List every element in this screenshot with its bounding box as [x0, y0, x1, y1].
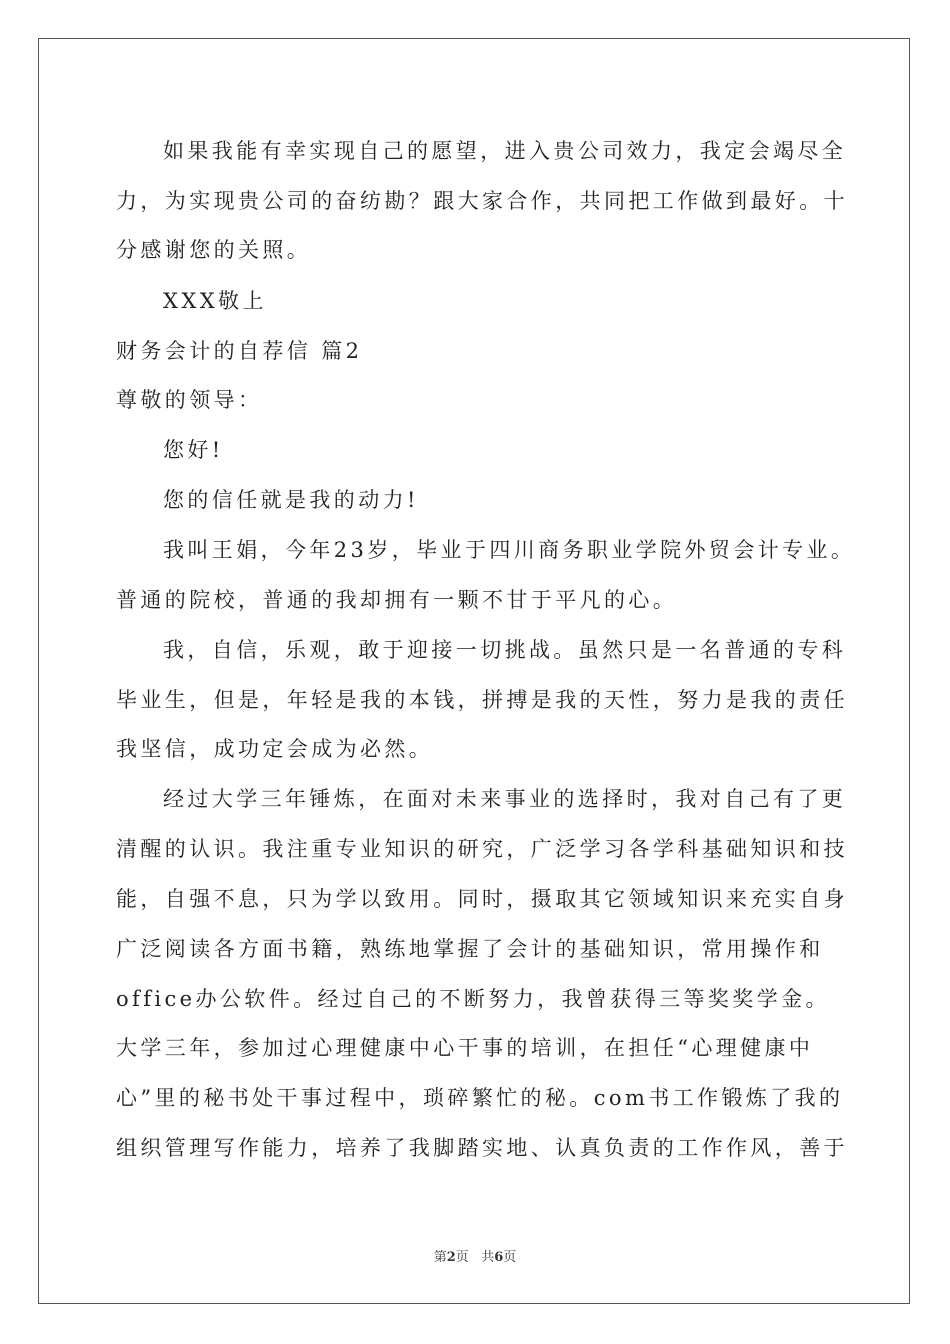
total-page-count: 6 — [494, 1250, 504, 1265]
section-heading: 财务会计的自荐信 篇2 — [116, 339, 363, 363]
text-line: 我坚信，成功定会成为必然。 — [116, 737, 434, 761]
text-line: 如果我能有幸实现自己的愿望，进入贵公司效力，我定会竭尽全 — [163, 139, 847, 163]
text-line: 大学三年，参加过心理健康中心干事的培训，在担任“心理健康中 — [116, 1036, 814, 1060]
text-line: 普通的院校，普通的我却拥有一颗不甘于平凡的心。 — [116, 588, 678, 612]
text-line: 广泛阅读各方面书籍，熟练地掌握了会计的基础知识，常用操作和 — [116, 937, 824, 961]
text-line: 分感谢您的关照。 — [116, 238, 312, 262]
greeting: 您好! — [163, 438, 224, 462]
text-line: 经过大学三年锤炼，在面对未来事业的选择时，我对自己有了更 — [163, 787, 847, 811]
text-line: 清醒的认识。我注重专业知识的研究，广泛学习各学科基础知识和技 — [116, 837, 848, 861]
current-page-number: 2 — [446, 1250, 456, 1265]
signature-line: XXX敬上 — [163, 289, 267, 313]
text-line: 能，自强不息，只为学以致用。同时，摄取其它领域知识来充实自身 — [116, 887, 848, 911]
text-line: 组织管理写作能力，培养了我脚踏实地、认真负责的工作作风，善于 — [116, 1136, 848, 1160]
page-number-suffix: 页 — [455, 1250, 469, 1265]
salutation: 尊敬的领导： — [116, 388, 263, 412]
total-pages-prefix: 共 — [481, 1250, 495, 1265]
text-line: 心”里的秘书处干事过程中，琐碎繁忙的秘。com书工作锻炼了我的 — [116, 1086, 844, 1110]
text-line: 力，为实现贵公司的奋纺勘？跟大家合作，共同把工作做到最好。十 — [116, 189, 848, 213]
text-line: 您的信任就是我的动力! — [163, 488, 419, 512]
text-line: office办公软件。经过自己的不断努力，我曾获得三等奖奖学金。 — [116, 987, 830, 1011]
page-number-prefix: 第 — [433, 1250, 447, 1265]
page-border — [38, 38, 910, 1304]
total-pages-suffix: 页 — [503, 1250, 517, 1265]
text-line: 毕业生，但是，年轻是我的本钱，拼搏是我的天性，努力是我的责任 — [116, 688, 848, 712]
text-line: 我叫王娟，今年23岁，毕业于四川商务职业学院外贸会计专业。 — [163, 538, 856, 562]
page-footer — [0, 1246, 950, 1265]
text-line: 我，自信，乐观，敢于迎接一切挑战。虽然只是一名普通的专科 — [163, 638, 847, 662]
